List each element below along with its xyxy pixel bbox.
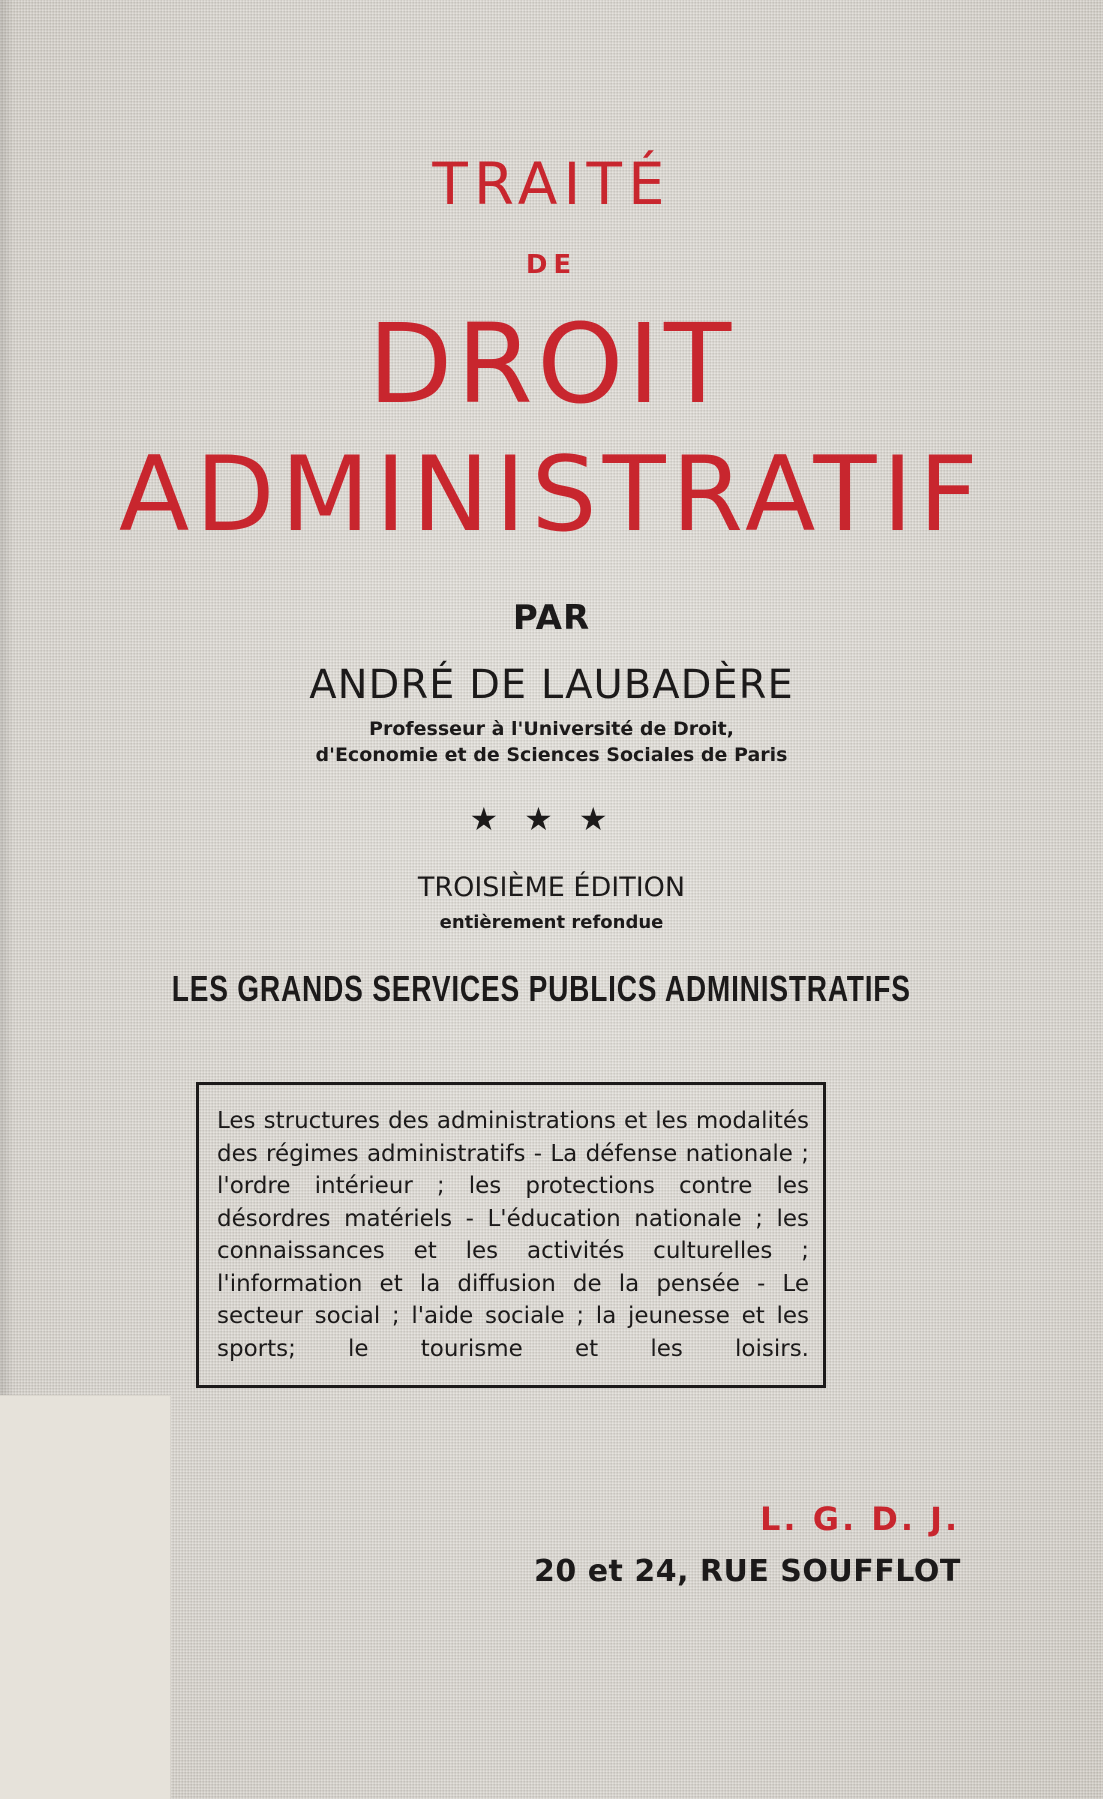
edition-note: entièrement refondue (439, 912, 664, 933)
publisher-name: L. G. D. J. (760, 1500, 961, 1538)
library-label-patch (0, 1395, 171, 1799)
title-administratif: ADMINISTRATIF (118, 435, 985, 555)
author-title-line2: d'Economie et de Sciences Sociales de Paris (315, 744, 788, 766)
author-name: ANDRÉ DE LAUBADÈRE (309, 662, 794, 708)
edition-label: TROISIÈME ÉDITION (417, 872, 686, 903)
contents-box (196, 1082, 826, 1388)
title-de: DE (525, 250, 578, 280)
volume-title: LES GRANDS SERVICES PUBLICS ADMINISTRATIFS (171, 968, 911, 1009)
author-title-line1: Professeur à l'Université de Droit, (369, 718, 734, 740)
by-label: PAR (512, 598, 591, 638)
title-droit: DROIT (367, 300, 736, 428)
title-traite: TRAITÉ (432, 150, 671, 218)
publisher-address: 20 et 24, RUE SOUFFLOT (534, 1554, 961, 1589)
contents-text: Les structures des administrations et les modalités des régimes administratifs - La défense nationale ; l'ordre intérieur ; les protections contre les désordres matériels - L'éducation nationale ; les connaissances et les activités culturelles ; l'information et la diffusion de la pensée - Le secteur social ; l'aide sociale ; la jeunesse et les sports; le tourisme et les loisirs. (217, 1108, 809, 1362)
star-ornament: ★★★ (469, 800, 634, 838)
